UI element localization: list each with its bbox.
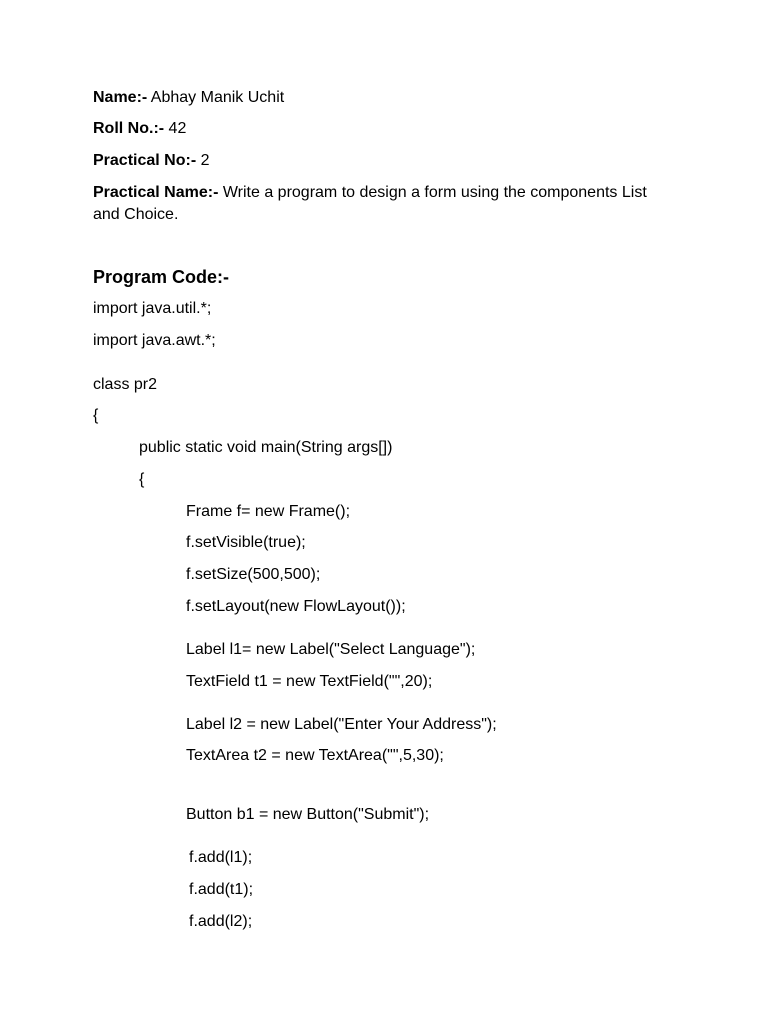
code-line: { xyxy=(93,407,99,424)
code-line: f.add(t1); xyxy=(189,881,254,898)
code-line: Label l2 = new Label("Enter Your Address"); xyxy=(186,716,497,733)
code-line: Frame f= new Frame(); xyxy=(186,503,351,520)
code-line: f.setSize(500,500); xyxy=(186,566,321,583)
name-line xyxy=(93,87,284,109)
code-line: import java.awt.*; xyxy=(93,332,216,349)
code-line: Label l1= new Label("Select Language"); xyxy=(186,641,476,658)
name-label: Name:- xyxy=(93,89,148,106)
code-line: TextArea t2 = new TextArea("",5,30); xyxy=(186,747,444,764)
code-line: f.add(l2); xyxy=(189,913,253,930)
code-line: class pr2 xyxy=(93,376,158,393)
roll-label: Roll No.:- xyxy=(93,120,165,137)
practical-name-label: Practical Name:- xyxy=(93,184,219,201)
practical-no-line xyxy=(93,150,210,172)
roll-line xyxy=(93,118,186,140)
practical-no-label: Practical No:- xyxy=(93,152,197,169)
code-line: f.setVisible(true); xyxy=(186,534,306,551)
code-line: f.add(l1); xyxy=(189,849,253,866)
code-line: Button b1 = new Button("Submit"); xyxy=(186,806,430,823)
roll-value: 42 xyxy=(168,120,187,137)
practical-name-value: Write a program to design a form using the components List and Choice. xyxy=(93,184,647,223)
code-line: TextField t1 = new TextField("",20); xyxy=(186,673,433,690)
code-line: f.setLayout(new FlowLayout()); xyxy=(186,598,406,615)
code-line: { xyxy=(139,471,145,488)
program-code-heading: Program Code:- xyxy=(93,267,230,287)
practical-no-value: 2 xyxy=(200,152,210,169)
name-value: Abhay Manik Uchit xyxy=(150,89,285,106)
code-line: import java.util.*; xyxy=(93,300,212,317)
code-line: public static void main(String args[]) xyxy=(139,439,393,456)
practical-name-line xyxy=(93,182,673,226)
